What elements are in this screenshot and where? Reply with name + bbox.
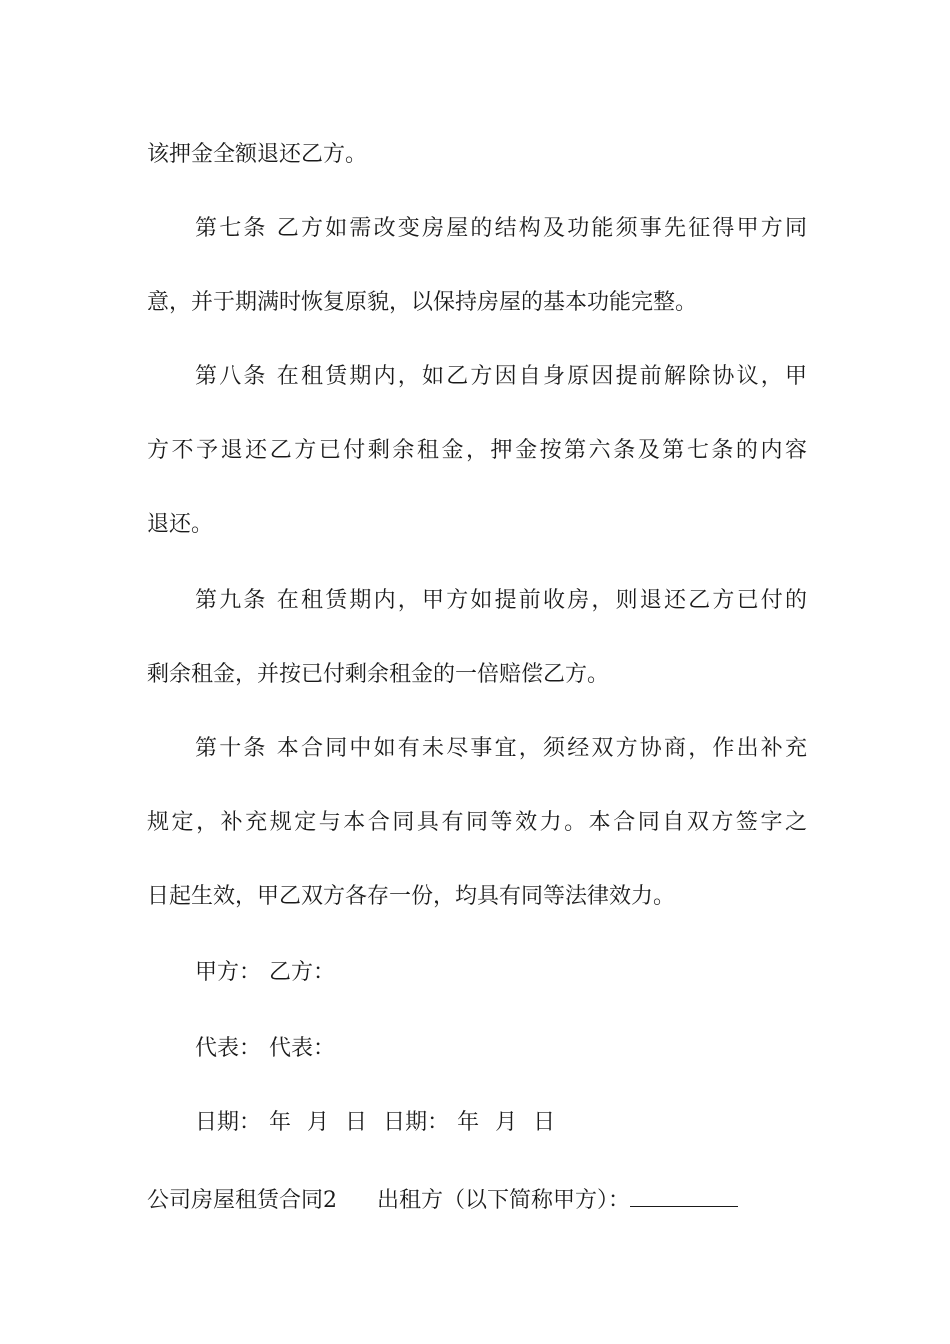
date-a-label: 日期：: [195, 1110, 262, 1135]
contract-title: 公司房屋租赁合同2: [147, 1188, 337, 1213]
date-a-day: 日: [345, 1110, 368, 1135]
next-contract-heading: [147, 1184, 807, 1214]
article-8-line-2: 方不予退还乙方已付剩余租金，押金按第六条及第七条的内容: [147, 438, 807, 463]
article-9-line-1: 第九条 在租赁期内，甲方如提前收房，则退还乙方已付的: [195, 588, 807, 613]
signature-parties: [195, 958, 807, 988]
article-10-line-2: 规定，补充规定与本合同具有同等效力。本合同自双方签字之: [147, 810, 807, 835]
rep-b-label: 代表：: [269, 1036, 336, 1061]
article-10-line-3: 日起生效，甲乙双方各存一份，均具有同等法律效力。: [147, 884, 676, 909]
article-7-line-2: 意，并于期满时恢复原貌，以保持房屋的基本功能完整。: [147, 290, 698, 315]
party-b-label: 乙方：: [269, 960, 336, 985]
rep-a-label: 代表：: [195, 1036, 262, 1061]
party-a-label: 甲方：: [195, 960, 262, 985]
article-8-line-1: 第八条 在租赁期内，如乙方因自身原因提前解除协议，甲: [195, 364, 807, 389]
date-b-month: 月: [495, 1110, 518, 1135]
article-8-line-3: 退还。: [147, 512, 214, 537]
date-a-year: 年: [269, 1110, 292, 1135]
signature-representatives: [195, 1034, 807, 1064]
signature-dates: [195, 1108, 807, 1138]
lessor-blank: [630, 1184, 738, 1207]
lessor-label: 出租方（以下简称甲方）：: [377, 1188, 631, 1213]
date-b-year: 年: [457, 1110, 480, 1135]
article-10-line-1: 第十条 本合同中如有未尽事宜，须经双方协商，作出补充: [195, 736, 807, 761]
date-a-month: 月: [307, 1110, 330, 1135]
article-7-line-1: 第七条 乙方如需改变房屋的结构及功能须事先征得甲方同: [195, 216, 807, 241]
article-9-line-2: 剩余租金，并按已付剩余租金的一倍赔偿乙方。: [147, 662, 610, 687]
paragraph-line: 该押金全额退还乙方。: [147, 142, 368, 167]
date-b-day: 日: [533, 1110, 556, 1135]
date-b-label: 日期：: [383, 1110, 450, 1135]
